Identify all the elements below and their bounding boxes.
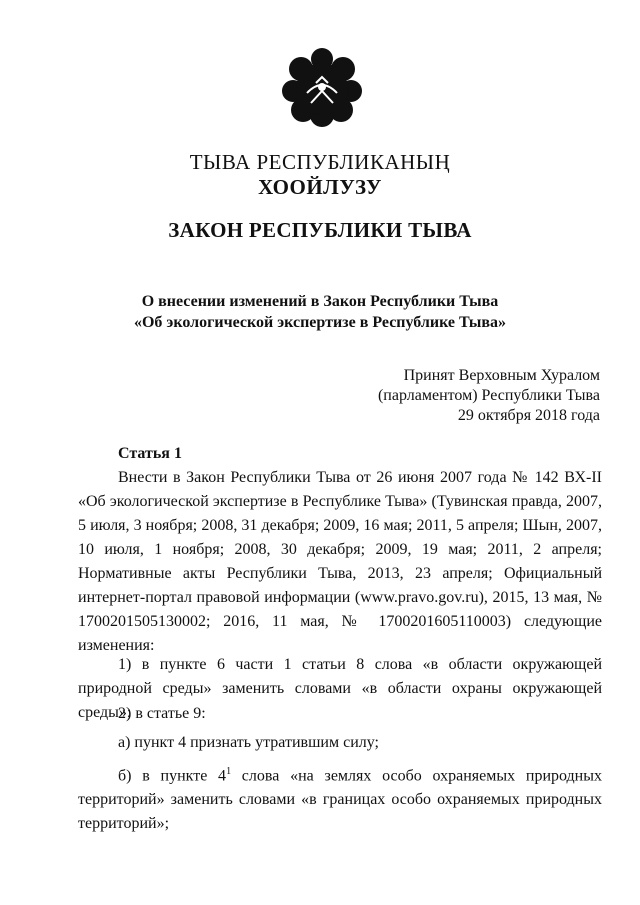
title-russian: ЗАКОН РЕСПУБЛИКИ ТЫВА bbox=[168, 218, 472, 242]
article-intro-paragraph: Внести в Закон Республики Тыва от 26 июня 2007 года № 142 ВХ-II «Об экологической экспертизе в Республике Тыва» (Тувинская правда, 2007, 5 июля, 3 ноября; 2008, 31 декабря; 2009, 16 мая; 2011, 5 апреля; Шын, 2007, 10 июля, 1 ноября; 2008, 30 декабря; 2009, 19 мая; 2011, 2 апреля; Нормативные акты Республики Тыва, 2013, 23 апреля; Официальный интернет-портал правовой информации (www.pravo.gov.ru), 2015, 13 мая, № 1700201505130002; 2016, 11 мая, № 1700201605110003) следующие изменения: bbox=[78, 469, 602, 654]
title-tuvan-line1: ТЫВА РЕСПУБЛИКАНЫҢ bbox=[189, 150, 451, 174]
list-item-2: 2) в статье 9: bbox=[118, 705, 206, 722]
law-subject-line2: «Об экологической экспертизе в Республике Тыва» bbox=[133, 314, 507, 331]
list-item-2a: а) пункт 4 признать утратившим силу; bbox=[118, 734, 379, 751]
adoption-line2: (парламентом) Республики Тыва bbox=[377, 387, 600, 404]
list-item-2b bbox=[78, 760, 602, 836]
list-item-2b-post: слова «на землях особо охраняемых природных территорий» заменить словами «в границах особо охраняемых природных территорий»; bbox=[78, 767, 602, 833]
article-heading: Статья 1 bbox=[118, 445, 182, 462]
adoption-date: 29 октября 2018 года bbox=[457, 407, 600, 424]
emblem-icon bbox=[281, 47, 363, 131]
law-subject-line1: О внесении изменений в Закон Республики Тыва bbox=[141, 293, 499, 310]
adoption-line1: Принят Верховным Хуралом bbox=[403, 367, 600, 384]
list-item-2b-pre: б) в пункте 4 bbox=[118, 767, 227, 785]
list-item-1: 1) в пункте 6 части 1 статьи 8 слова «в области окружающей природной среды» заменить словами «в области охраны окружающей среды»; bbox=[78, 656, 602, 721]
superscript: 1 bbox=[226, 766, 232, 777]
title-tuvan-line2: ХООЙЛУЗУ bbox=[258, 175, 382, 199]
